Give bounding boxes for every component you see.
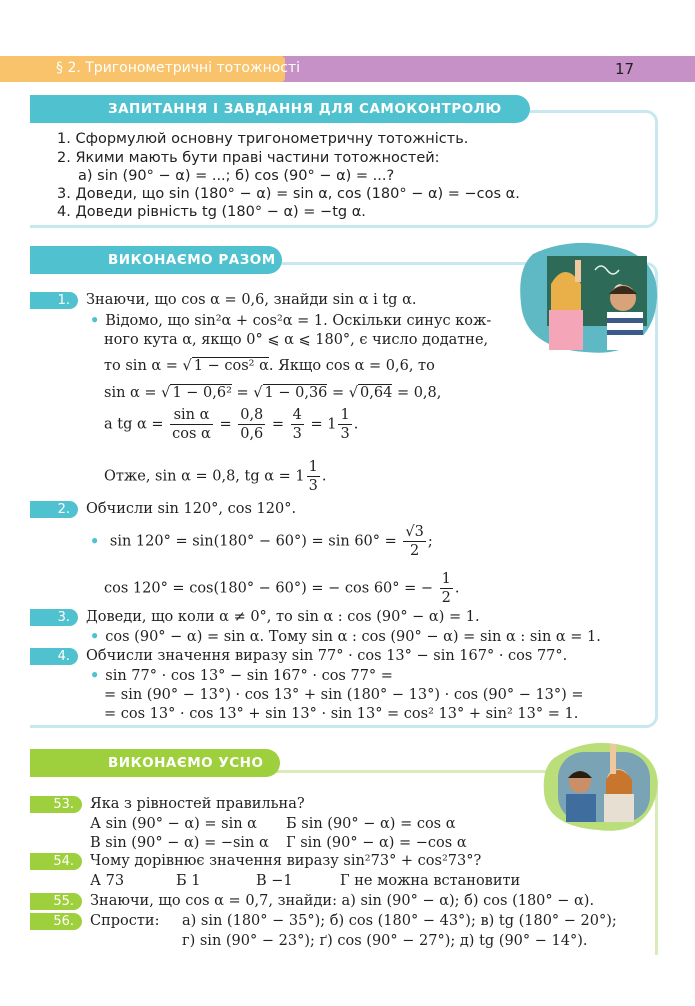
exercise-54-task: Чому дорівнює значення виразу sin²73° + cos²73°? xyxy=(90,853,482,869)
fraction: $\frac{4}{3}$ xyxy=(292,407,302,442)
question-4: 4. Доведи рівність tg (180° − α) = −tg α. xyxy=(57,204,366,220)
ex1-line-5: а tg α = $\frac{\text{sin α}}{\text{cos α}}$ = $\frac{0,8}{0,6}$ = $\frac{4}{3}$ = 1 $\frac{1}{3}$ . xyxy=(104,407,359,442)
page-number: 17 xyxy=(615,60,635,78)
exercise-3-number: 3. xyxy=(30,609,78,626)
option-g: Г sin (90° − α) = −cos α xyxy=(286,835,467,851)
ex1-line-3: то sin α = √ 1 − cos² α. Якщо cos α = 0,6, то xyxy=(104,358,435,374)
exercise-4-number: 4. xyxy=(30,648,78,665)
fraction: $\frac{√3}{2}$ xyxy=(405,524,424,559)
fraction: $\frac{1}{2}$ xyxy=(441,571,451,606)
ex1-line-2: ного кута α, якщо 0° ⩽ α ⩽ 180°, є число додатне, xyxy=(104,332,489,348)
exercise-3-task: Доведи, що коли α ≠ 0°, то sin α : cos (90° − α) = 1. xyxy=(86,609,480,625)
option-v: В sin (90° − α) = −sin α xyxy=(90,835,269,851)
exercise-54-number: 54. xyxy=(30,853,82,870)
ex4-line-1: • sin 77° · cos 13° − sin 167° · cos 77° = xyxy=(90,667,393,685)
exercise-2-task: Обчисли sin 120°, cos 120°. xyxy=(86,501,297,517)
classroom-photo xyxy=(515,240,663,358)
question-2-parts: а) sin (90° − α) = ...; б) cos (90° − α) = ...? xyxy=(78,168,395,184)
exercise-1-number: 1. xyxy=(30,292,78,309)
exercise-1-task: Знаючи, що cos α = 0,6, знайди sin α і tg α. xyxy=(86,292,417,308)
ex1-conclusion: Отже, sin α = 0,8, tg α = 1 $\frac{1}{3}$ . xyxy=(104,459,327,494)
option-v: В −1 xyxy=(256,873,293,889)
ex3-line-1: • cos (90° − α) = sin α. Тому sin α : cos (90° − α) = sin α : sin α = 1. xyxy=(90,628,601,646)
question-2: 2. Якими мають бути праві частини тотожностей: xyxy=(57,150,440,166)
exercise-53-number: 53. xyxy=(30,796,82,813)
exercise-2-number: 2. xyxy=(30,501,78,518)
ex2-line-1: • sin 120° = sin(180° − 60°) = sin 60° = $\frac{√3}{2}$ ; xyxy=(90,523,433,560)
exercise-56-number: 56. xyxy=(30,913,82,930)
exercise-56-label: Спрости: xyxy=(90,913,160,929)
option-b: Б sin (90° − α) = cos α xyxy=(286,816,456,832)
fraction: $\frac{0,8}{0,6}$ xyxy=(240,407,264,442)
ex2-line-2: cos 120° = cos(180° − 60°) = − cos 60° = − $\frac{1}{2}$ . xyxy=(104,571,460,606)
ex1-line-1: • Відомо, що sin²α + cos²α = 1. Оскільки синус кож- xyxy=(90,312,491,330)
exercise-4-task: Обчисли значення виразу sin 77° · cos 13° − sin 167° · cos 77°. xyxy=(86,648,568,664)
option-b: Б 1 xyxy=(176,873,201,889)
ex4-line-3: = cos 13° · cos 13° + sin 13° · sin 13° = cos² 13° + sin² 13° = 1. xyxy=(104,706,579,722)
fraction: $\frac{1}{3}$ xyxy=(308,459,318,494)
question-1: 1. Сформулюй основну тригонометричну тотожність. xyxy=(57,131,469,147)
exercise-56-row-1: а) sin (180° − 35°); б) cos (180° − 43°); в) tg (180° − 20°); xyxy=(182,913,617,929)
students-photo xyxy=(540,738,660,834)
exercise-55-number: 55. xyxy=(30,893,82,910)
option-a: А sin (90° − α) = sin α xyxy=(90,816,257,832)
fraction: $\frac{\text{sin α}}{\text{cos α}}$ xyxy=(172,407,211,442)
option-a: А 73 xyxy=(90,873,125,889)
exercise-55-task: Знаючи, що cos α = 0,7, знайди: а) sin (90° − α); б) cos (180° − α). xyxy=(90,893,595,909)
exercise-56-row-2: г) sin (90° − 23°); ґ) cos (90° − 27°); д) tg (90° − 14°). xyxy=(182,933,588,949)
together-heading: ВИКОНАЄМО РАЗОМ xyxy=(30,246,282,274)
option-g: Г не можна встановити xyxy=(340,873,521,889)
section-title: § 2. Тригонометричні тотожності xyxy=(56,60,301,76)
fraction: $\frac{1}{3}$ xyxy=(340,407,350,442)
question-3: 3. Доведи, що sin (180° − α) = sin α, cos (180° − α) = −cos α. xyxy=(57,186,520,202)
oral-heading: ВИКОНАЄМО УСНО xyxy=(30,749,280,777)
exercise-53-task: Яка з рівностей правильна? xyxy=(90,796,305,812)
ex1-line-4: sin α = √ 1 − 0,6² = √ 1 − 0,36 = √ 0,64 = 0,8, xyxy=(104,385,442,401)
self-control-heading: ЗАПИТАННЯ І ЗАВДАННЯ ДЛЯ САМОКОНТРОЛЮ xyxy=(30,95,530,123)
ex4-line-2: = sin (90° − 13°) · cos 13° + sin (180° − 13°) · cos (90° − 13°) = xyxy=(104,687,584,703)
